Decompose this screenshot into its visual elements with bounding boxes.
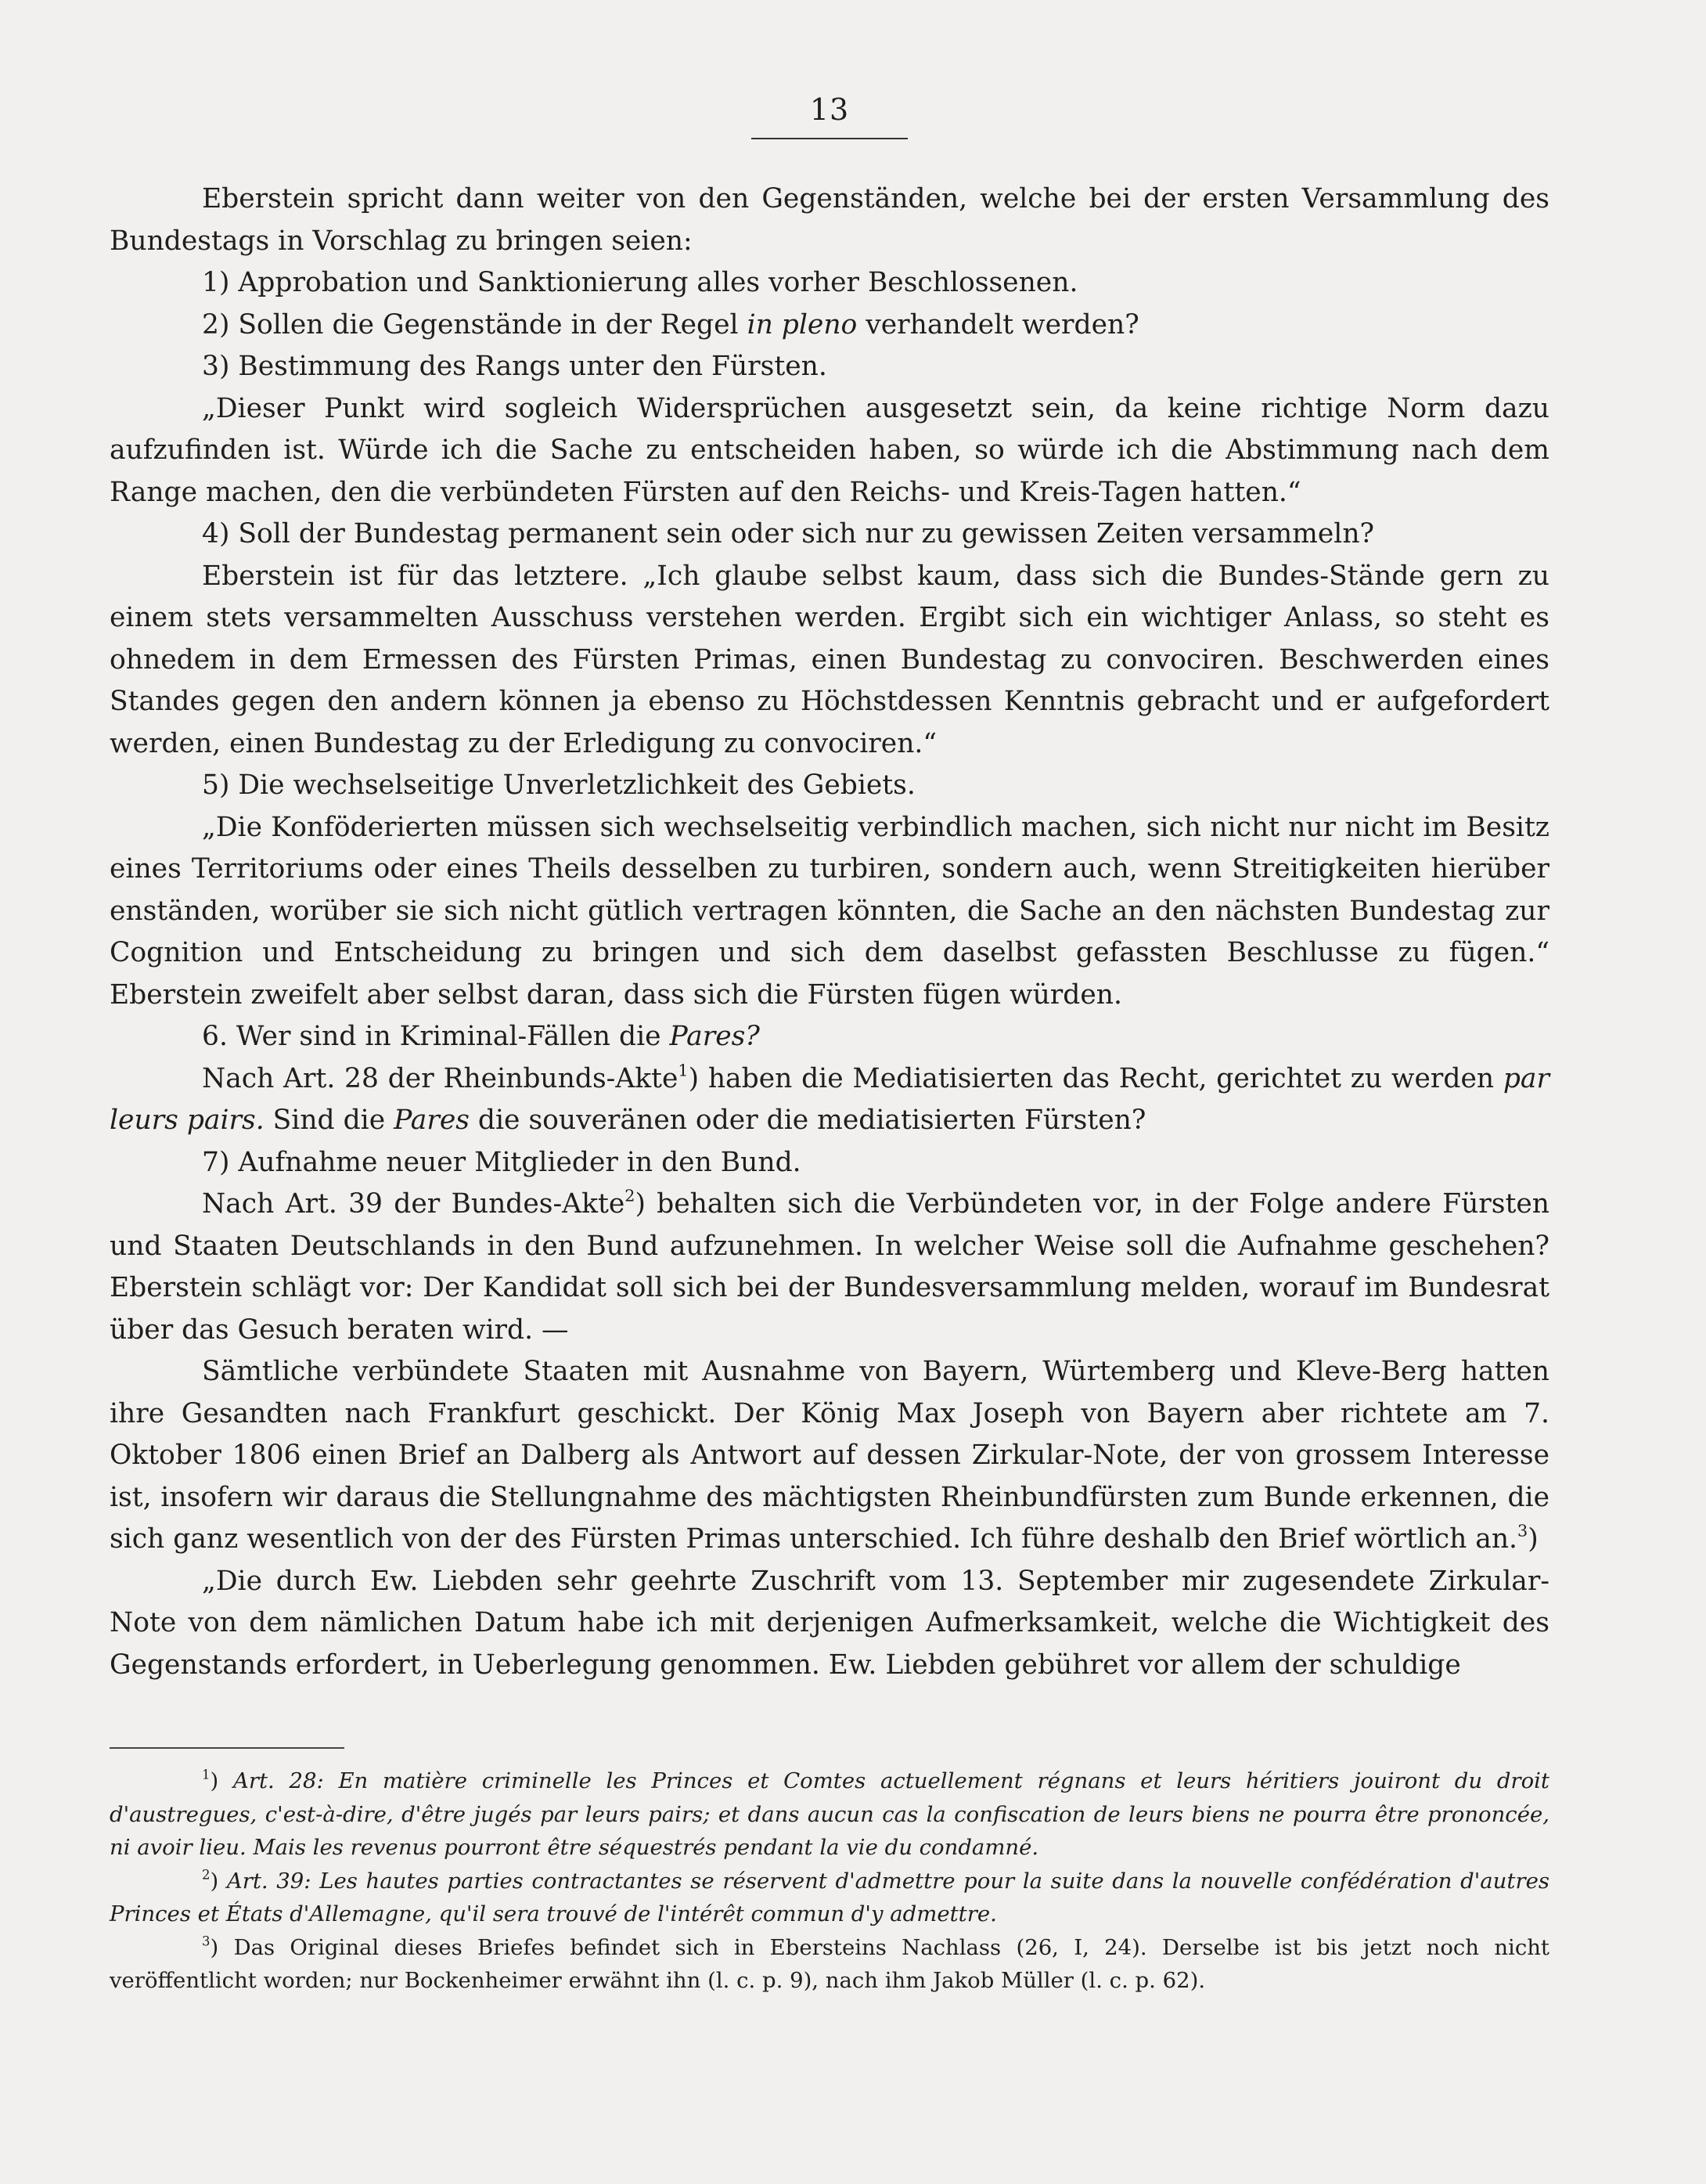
text-run: Sind die: [264, 1105, 394, 1136]
footnote: $^2$) Art. 39: Les hautes parties contractantes se réservent d'admettre pour la suite dans la nouvelle confédération d'autres Princes et États d'Allemagne, qu'il sera trouvé de l'intérêt commun d'y admettre.: [110, 1866, 1549, 1926]
italic-text: in pleno: [747, 308, 858, 341]
list-item: 7) Aufnahme neuer Mitglieder in den Bund.: [202, 1146, 801, 1178]
footnotes: [110, 1764, 1549, 1998]
text-run: Nach Art. 28 der Rheinbunds-Akte: [202, 1062, 678, 1094]
text-run: ) haben die Mediatisierten das Recht, gerichtet zu werden: [688, 1062, 1503, 1094]
paragraph: Eberstein ist für das letztere. „Ich glaube selbst kaum, dass sich die Bundes-Stände gern zu einem stets versammelten Ausschuss verstehen werden. Ergibt sich ein wichtiger Anlass, so steht es ohnedem in dem Ermessen des Fürsten Primas, einen Bundestag zu convociren. Beschwerden eines Standes gegen den andern können ja ebenso zu Höchstdessen Kenntnis gebracht und er aufgefordert werden, einen Bundestag zu der Erledigung zu convociren.“: [110, 560, 1549, 759]
footnote-ref: 1: [678, 1061, 689, 1080]
text-run: die souveränen oder die mediatisierten Fürsten?: [469, 1105, 1146, 1136]
list-item: 3) Bestimmung des Rangs unter den Fürsten.: [202, 351, 827, 382]
main-text: [110, 178, 1549, 1686]
text-run: Sämtliche verbündete Staaten mit Ausnahme von Bayern, Würtemberg und Kleve-Berg hatten ihre Gesandten nach Frankfurt geschickt. Der König Max Joseph von Bayern aber richtete am 7. Oktober 1806 einen Brief an Dalberg als Antwort auf dessen Zirkular-Note, der von grossem Interesse ist, insofern wir daraus die Stellungnahme des mächtigsten Rheinbundfürsten zum Bunde erkennen, die sich ganz wesentlich von der des Fürsten Primas unterschied. Ich führe deshalb den Brief wörtlich an.: [110, 1356, 1549, 1555]
list-item: 1) Approbation und Sanktionierung alles vorher Beschlossenen.: [202, 267, 1078, 298]
italic-text: Pares: [394, 1105, 470, 1136]
paragraph: [110, 1351, 1549, 1561]
footnote-rule: [110, 1747, 344, 1749]
text-run: verhandelt werden?: [857, 308, 1139, 341]
footnote-text: Art. 28: En matière criminelle les Princes et Comtes actuellement régnans et leurs héritiers jouiront du droit d'austregues, c'est-à-dire, d'être jugés par leurs pairs; et dans aucun cas la confiscation de leurs biens ne pourra être prononcée, ni avoir lieu. Mais les revenus pourront être séquestrés pendant la vie du condamné.: [110, 1768, 1549, 1860]
page-number: 13: [809, 92, 850, 127]
footnote-text: Das Original dieses Briefes befindet sich in Ebersteins Nachlass (26, I, 24). Derselbe ist bis jetzt noch nicht veröffentlicht worden; nur Bockenheimer erwähnt ihn (l. c. p. 9), nach ihm Jakob Müller (l. c. p. 62).: [110, 1934, 1549, 1993]
quote-paragraph: „Die durch Ew. Liebden sehr geehrte Zuschrift vom 13. September mir zugesendete Zirkular-Note von dem nämlichen Datum habe ich mit derjenigen Aufmerksamkeit, welche die Wichtigkeit des Gegenstands erfordert, in Ueberlegung genommen. Ew. Liebden gebühret vor allem der schuldige: [110, 1565, 1549, 1681]
paragraph: [110, 1184, 1549, 1351]
footnote-text: Art. 39: Les hautes parties contractantes se réservent d'admettre pour la suite dans la nouvelle confédération d'autres Princes et États d'Allemagne, qu'il sera trouvé de l'intérêt commun d'y admettre.: [110, 1868, 1549, 1926]
italic-text: par leurs pairs.: [110, 1062, 1549, 1136]
italic-text: Pares?: [669, 1021, 760, 1052]
text-run: 2) Sollen die Gegenstände in der Regel: [202, 308, 747, 341]
text-run: Nach Art. 39 der Bundes-Akte: [202, 1188, 625, 1220]
paragraph: Eberstein spricht dann weiter von den Gegenständen, welche bei der ersten Versammlung des Bundestags in Vorschlag zu bringen seien:: [110, 183, 1549, 257]
footnote: $^1$) Art. 28: En matière criminelle les Princes et Comtes actuellement régnans et leurs héritiers jouiront du droit d'austregues, c'est-à-dire, d'être jugés par leurs pairs; et dans aucun cas la confiscation de leurs biens ne pourra être prononcée, ni avoir lieu. Mais les revenus pourront être séquestrés pendant la vie du condamné.: [110, 1767, 1549, 1860]
list-item: [110, 305, 1549, 347]
text-run: 6. Wer sind in Kriminal-Fällen die: [202, 1021, 670, 1052]
quote-paragraph: „Die Konföderierten müssen sich wechselseitig verbindlich machen, sich nicht nur nicht im Besitz eines Territoriums oder eines Theils desselben zu turbiren, sondern auch, wenn Streitigkeiten hierüber enständen, worüber sie sich nicht gütlich vertragen könnten, die Sache an den nächsten Bundestag zur Cognition und Entscheidung zu bringen und sich dem daselbst gefassten Beschlusse zu fügen.“ Eberstein zweifelt aber selbst daran, dass sich die Fürsten fügen würden.: [110, 811, 1549, 1011]
page-number-rule: [751, 138, 908, 139]
list-item: 4) Soll der Bundestag permanent sein oder sich nur zu gewissen Zeiten versammeln?: [202, 518, 1375, 550]
footnote-mark: 2: [202, 1866, 211, 1882]
list-item: 5) Die wechselseitige Unverletzlichkeit des Gebiets.: [202, 769, 916, 801]
footnote-ref: 3: [1517, 1521, 1528, 1541]
list-item: [110, 1016, 1549, 1058]
paragraph: [110, 1058, 1549, 1142]
footnote-mark: 3: [202, 1933, 211, 1948]
quote-paragraph: „Dieser Punkt wird sogleich Widersprüchen ausgesetzt sein, da keine richtige Norm dazu aufzufinden ist. Würde ich die Sache zu entscheiden haben, so würde ich die Abstimmung nach dem Range machen, den die verbündeten Fürsten auf den Reichs- und Kreis-Tagen hatten.“: [110, 392, 1549, 508]
footnote-mark: 1: [202, 1767, 211, 1782]
footnote: $^3$) Das Original dieses Briefes befindet sich in Ebersteins Nachlass (26, I, 24). Derselbe ist bis jetzt noch nicht veröffentlicht worden; nur Bockenheimer erwähnt ihn (l. c. p. 9), nach ihm Jakob Müller (l. c. p. 62).: [110, 1933, 1549, 1993]
text-run: ): [1528, 1523, 1539, 1555]
text-run: ) behalten sich die Verbündeten vor, in der Folge andere Fürsten und Staaten Deutschlands in den Bund aufzunehmen. In welcher Weise soll die Aufnahme geschehen? Eberstein schlägt vor: Der Kandidat soll sich bei der Bundesversammlung melden, worauf im Bundesrat über das Gesuch beraten wird. —: [110, 1188, 1549, 1346]
footnote-ref: 2: [624, 1186, 635, 1206]
